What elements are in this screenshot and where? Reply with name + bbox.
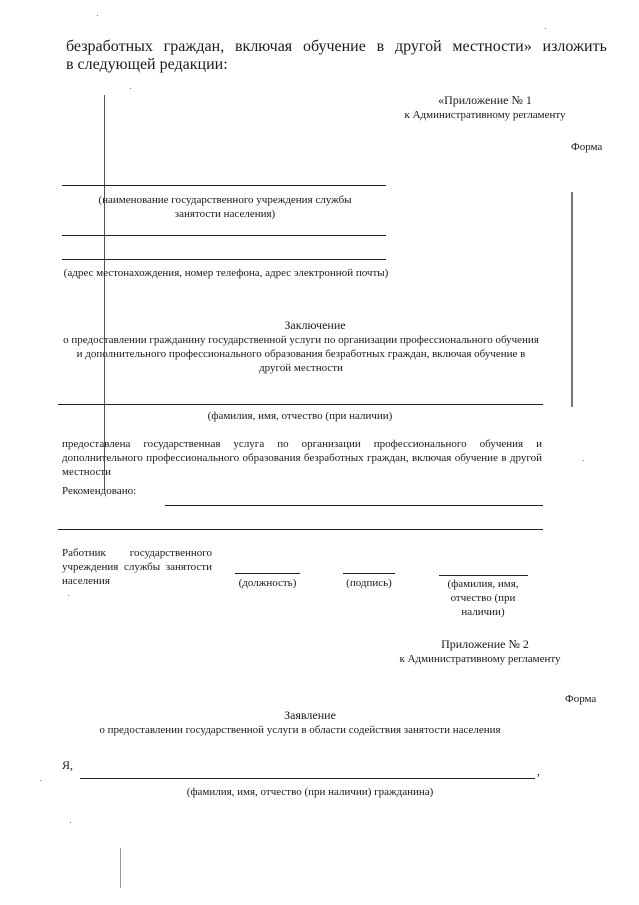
intro-line-2: в следующей редакции:: [66, 56, 228, 73]
intro-word: обучение: [302, 38, 366, 55]
scan-artifact-line: [571, 192, 573, 407]
service-text: предоставлена государственная услуга по организации профессионального обучения и дополнительного профессионального образования безработных граждан, включая обучение в другой местности: [62, 438, 542, 478]
intro-word: безработных: [66, 38, 153, 55]
signature-line: [343, 573, 395, 574]
application-title: Заявление: [284, 708, 336, 722]
conclusion-subtitle: о предоставлении гражданину государственной услуги по организации профессионального обучения и дополнительного профессионального образования безработных граждан, включая обучение в другой местности: [63, 334, 539, 374]
citizen-fio-caption: (фамилия, имя, отчество (при наличии) гражданина): [186, 786, 434, 798]
scan-speck: [545, 28, 546, 29]
institution-caption: (наименование государственного учреждения службы занятости населения): [98, 194, 352, 220]
name-line: [439, 575, 528, 576]
appendix1-subtitle: к Административному регламенту: [404, 109, 566, 121]
intro-word: включая: [234, 38, 293, 55]
institution-line: [62, 185, 386, 186]
ya-label: Я,: [62, 758, 74, 772]
citizen-name-comma: ,: [537, 764, 540, 778]
appendix1-form-label: Форма: [571, 141, 603, 153]
signer-label: Работник государственного учреждения службы занятости населения: [62, 547, 212, 587]
scan-speck: [583, 460, 584, 461]
position-line: [235, 573, 300, 574]
signature-caption: (подпись): [346, 577, 392, 589]
intro-word: изложить: [542, 38, 607, 55]
scan-artifact-line: [104, 95, 105, 490]
address-line-2: [62, 259, 386, 260]
scan-speck: [97, 15, 98, 16]
scan-speck: [130, 88, 131, 89]
appendix2-subtitle: к Административному регламенту: [399, 653, 561, 665]
scan-speck: [40, 780, 41, 781]
intro-word: в: [376, 38, 385, 55]
conclusion-title: Заключение: [284, 318, 346, 332]
recommended-label: Рекомендовано:: [62, 485, 137, 497]
scan-speck: [70, 822, 71, 823]
appendix1-title: «Приложение № 1: [438, 93, 532, 107]
recommended-line-1: [165, 505, 543, 506]
application-subtitle: о предоставлении государственной услуги в области содействия занятости населения: [99, 724, 501, 736]
fio-line: [58, 404, 543, 405]
intro-word: граждан,: [163, 38, 225, 55]
scan-artifact-line: [120, 848, 121, 888]
address-caption: (адрес местонахождения, номер телефона, адрес электронной почты): [63, 267, 389, 279]
position-caption: (должность): [238, 577, 297, 589]
citizen-name-line: [80, 778, 535, 779]
intro-word: местности»: [452, 38, 532, 55]
name-caption: (фамилия, имя, отчество (при наличии): [447, 578, 519, 618]
recommended-line-2: [58, 529, 543, 530]
appendix2-form-label: Форма: [565, 693, 597, 705]
appendix2-title: Приложение № 2: [441, 637, 529, 651]
intro-word: другой: [394, 38, 442, 55]
address-line-1: [62, 235, 386, 236]
intro-line-1: [66, 37, 607, 57]
fio-caption: (фамилия, имя, отчество (при наличии): [207, 410, 393, 422]
scan-speck: [68, 595, 69, 596]
